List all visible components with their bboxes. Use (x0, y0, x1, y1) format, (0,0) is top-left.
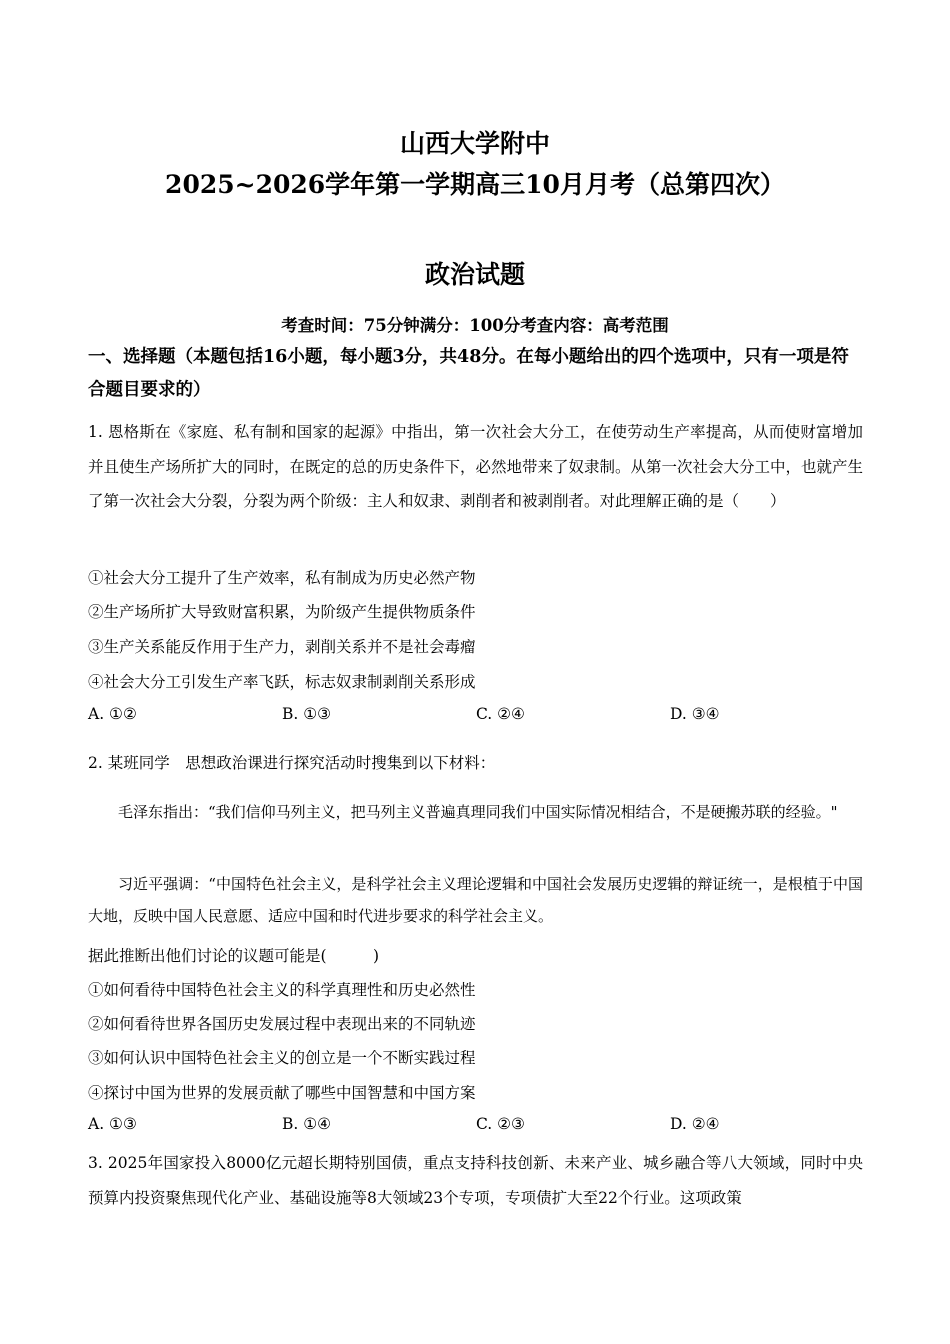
choice-a: A. ①② (88, 705, 137, 723)
question-2-stem: 2. 某班同学 思想政治课进行探究活动时搜集到以下材料： (88, 754, 496, 772)
choice-c: C. ②③ (476, 1115, 525, 1133)
exam-info: 考查时间：75分钟满分：100分考查内容：高考范围 (281, 316, 669, 335)
question-2-choices (88, 1115, 863, 1139)
section-heading: 一、选择题（本题包括16小题，每小题3分，共48分。在每小题给出的四个选项中，只有一项是符合题目要求的） (88, 347, 849, 400)
choice-d: D. ③④ (670, 705, 720, 723)
question-2-prompt: 据此推断出他们讨论的议题可能是( ) (88, 947, 380, 965)
question-2-quote-xi: 习近平强调：“中国特色社会主义，是科学社会主义理论逻辑和中国社会发展历史逻辑的辩证统一，是根植于中国大地，反映中国人民意愿、适应中国和时代进步要求的科学社会主义。 (88, 875, 863, 925)
question-2-item: ②如何看待世界各国历史发展过程中表现出来的不同轨迹 (88, 1015, 476, 1033)
question-1-item: ②生产场所扩大导致财富积累，为阶级产生提供物质条件 (88, 603, 476, 621)
choice-b: B. ①③ (282, 705, 332, 723)
exam-title: 2025~2026学年第一学期高三10月月考（总第四次） (165, 170, 785, 199)
choice-c: C. ②④ (476, 705, 525, 723)
question-3-stem: 3. 2025年国家投入8000亿元超长期特别国债，重点支持科技创新、未来产业、城乡融合等八大领域，同时中央预算内投资聚焦现代化产业、基础设施等8大领域23个专项，专项债扩大至22个行业。这项政策 (88, 1154, 863, 1207)
question-1-stem: 1. 恩格斯在《家庭、私有制和国家的起源》中指出，第一次社会大分工，在使劳动生产率提高，从而使财富增加并且使生产场所扩大的同时，在既定的总的历史条件下，必然地带来了奴隶制。从第一次社会大分工中，也就产生了第一次社会大分裂，分裂为两个阶级：主人和奴隶、剥削者和被剥削者。对此理解正确的是（ ） (88, 423, 864, 510)
question-1-item: ④社会大分工引发生产率飞跃，标志奴隶制剥削关系形成 (88, 673, 476, 691)
question-2-quote-mao: 毛泽东指出：“我们信仰马列主义，把马列主义普遍真理同我们中国实际情况相结合，不是硬搬苏联的经验。" (118, 803, 838, 821)
choice-a: A. ①③ (88, 1115, 137, 1133)
choice-b: B. ①④ (282, 1115, 332, 1133)
choice-d: D. ②④ (670, 1115, 720, 1133)
question-2-item: ①如何看待中国特色社会主义的科学真理性和历史必然性 (88, 981, 476, 999)
school-name: 山西大学附中 (399, 129, 550, 158)
question-1-item: ③生产关系能反作用于生产力，剥削关系并不是社会毒瘤 (88, 638, 476, 656)
question-1-item: ①社会大分工提升了生产效率，私有制成为历史必然产物 (88, 569, 476, 587)
question-2-item: ③如何认识中国特色社会主义的创立是一个不断实践过程 (88, 1049, 476, 1067)
subject-title: 政治试题 (424, 260, 525, 289)
question-1-choices (88, 705, 863, 729)
question-2-item: ④探讨中国为世界的发展贡献了哪些中国智慧和中国方案 (88, 1084, 476, 1102)
